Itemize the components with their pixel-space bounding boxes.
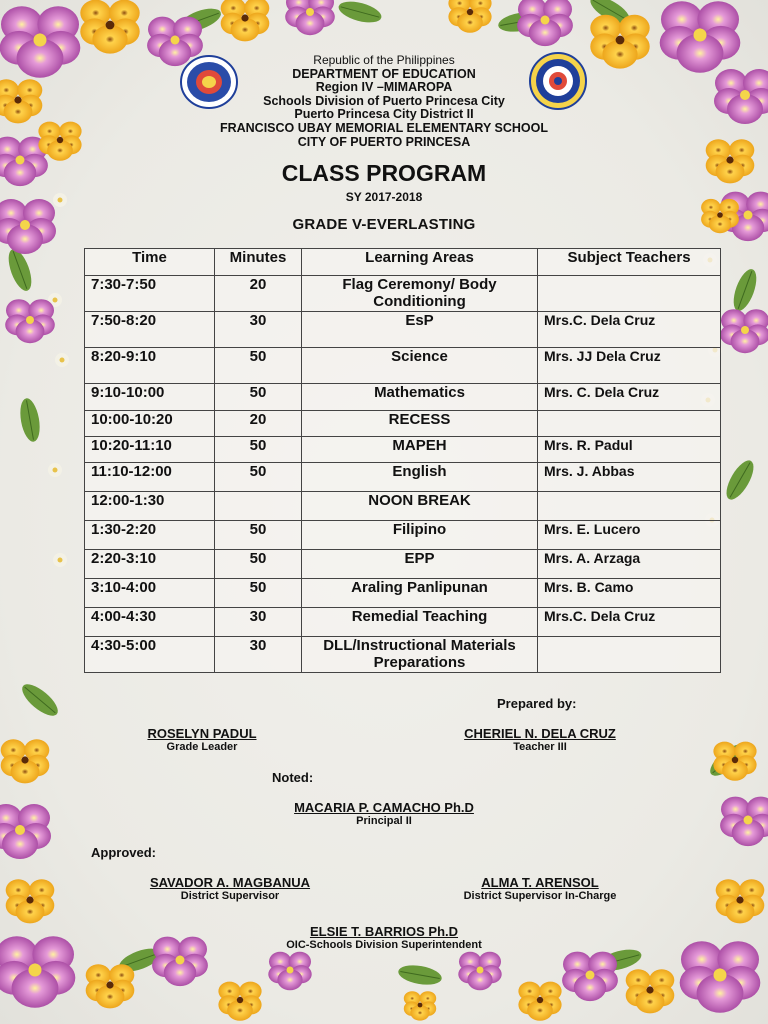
signatory-role: Principal II (356, 815, 412, 827)
table-row (85, 637, 721, 673)
signatory-name: MACARIA P. CAMACHO Ph.D (294, 800, 474, 815)
header-school: FRANCISCO UBAY MEMORIAL ELEMENTARY SCHOOL (219, 120, 549, 135)
approved-label: Approved: (91, 845, 156, 860)
cell-learning-area: Science (302, 348, 538, 384)
cell-subject-teacher (538, 637, 721, 673)
cell-time: 12:00-1:30 (85, 492, 215, 521)
table-row (85, 384, 721, 411)
cell-minutes: 50 (215, 348, 302, 384)
cell-learning-area: EPP (302, 550, 538, 579)
signatory-name: ELSIE T. BARRIOS Ph.D (309, 924, 459, 939)
cell-learning-area: DLL/Instructional Materials Preparations (302, 637, 538, 673)
cell-learning-area: NOON BREAK (302, 492, 538, 521)
header-region: Region IV –MIMAROPA (315, 80, 453, 95)
header-republic: Republic of the Philippines (313, 53, 455, 67)
cell-learning-area: Filipino (302, 521, 538, 550)
table-row (85, 579, 721, 608)
cell-learning-area: English (302, 463, 538, 492)
signatory-superintendent (254, 924, 514, 951)
cell-time: 4:30-5:00 (85, 637, 215, 673)
grade-section: GRADE V-EVERLASTING (292, 216, 476, 233)
header-city: CITY OF PUERTO PRINCESA (297, 134, 471, 149)
cell-time: 10:20-11:10 (85, 437, 215, 463)
column-header-time: Time (85, 249, 215, 276)
cell-minutes: 50 (215, 579, 302, 608)
signatory-name: SAVADOR A. MAGBANUA (149, 875, 311, 890)
table-row (85, 411, 721, 437)
signatory-name: ALMA T. ARENSOL (481, 875, 599, 890)
cell-time: 11:10-12:00 (85, 463, 215, 492)
signatory-role: Teacher III (513, 741, 567, 753)
cell-minutes: 20 (215, 411, 302, 437)
cell-learning-area: Araling Panlipunan (302, 579, 538, 608)
signatory-teacher (430, 726, 650, 753)
cell-learning-area: Mathematics (302, 384, 538, 411)
cell-minutes: 50 (215, 521, 302, 550)
signatory-role: OIC-Schools Division Superintendent (286, 939, 482, 951)
header-district: Puerto Princesa City District II (294, 107, 474, 122)
header-division: Schools Division of Puerto Princesa City (263, 93, 505, 108)
cell-subject-teacher: Mrs. R. Padul (538, 437, 721, 463)
signatory-role: District Supervisor (180, 890, 280, 902)
signatory-district-supervisor (120, 875, 340, 902)
column-header-subject-teachers: Subject Teachers (538, 249, 721, 276)
table-row (85, 550, 721, 579)
cell-time: 9:10-10:00 (85, 384, 215, 411)
signatory-role: Grade Leader (166, 741, 238, 753)
class-program-table (84, 248, 721, 673)
cell-subject-teacher (538, 492, 721, 521)
cell-minutes: 50 (215, 463, 302, 492)
document-header (0, 54, 768, 149)
cell-minutes: 30 (215, 637, 302, 673)
signatory-grade-leader (112, 726, 292, 753)
table-header-row (85, 249, 721, 276)
cell-time: 7:50-8:20 (85, 312, 215, 348)
signatory-name: CHERIEL N. DELA CRUZ (464, 726, 616, 741)
table-row (85, 348, 721, 384)
cell-minutes: 20 (215, 276, 302, 312)
cell-learning-area: Flag Ceremony/ Body Conditioning (302, 276, 538, 312)
cell-minutes: 50 (215, 437, 302, 463)
cell-minutes: 30 (215, 312, 302, 348)
cell-subject-teacher: Mrs. C. Dela Cruz (538, 384, 721, 411)
cell-learning-area: EsP (302, 312, 538, 348)
cell-subject-teacher (538, 411, 721, 437)
cell-subject-teacher: Mrs. A. Arzaga (538, 550, 721, 579)
page-title: CLASS PROGRAM (281, 160, 487, 186)
noted-label: Noted: (272, 770, 314, 785)
cell-subject-teacher: Mrs. JJ Dela Cruz (538, 348, 721, 384)
cell-time: 3:10-4:00 (85, 579, 215, 608)
table-row (85, 608, 721, 637)
cell-subject-teacher (538, 276, 721, 312)
column-header-learning-areas: Learning Areas (302, 249, 538, 276)
cell-time: 7:30-7:50 (85, 276, 215, 312)
signatory-name: ROSELYN PADUL (147, 726, 257, 741)
cell-time: 1:30-2:20 (85, 521, 215, 550)
cell-learning-area: Remedial Teaching (302, 608, 538, 637)
signatory-district-supervisor-in-charge (420, 875, 660, 902)
cell-time: 4:00-4:30 (85, 608, 215, 637)
cell-subject-teacher: Mrs. B. Camo (538, 579, 721, 608)
cell-subject-teacher: Mrs.C. Dela Cruz (538, 312, 721, 348)
signatory-principal (264, 800, 504, 827)
cell-time: 8:20-9:10 (85, 348, 215, 384)
signatory-role: District Supervisor In-Charge (463, 890, 617, 902)
cell-minutes (215, 492, 302, 521)
cell-minutes: 30 (215, 608, 302, 637)
cell-minutes: 50 (215, 550, 302, 579)
table-row (85, 437, 721, 463)
cell-time: 2:20-3:10 (85, 550, 215, 579)
school-year: SY 2017-2018 (345, 190, 423, 204)
column-header-minutes: Minutes (215, 249, 302, 276)
table-row (85, 521, 721, 550)
header-department: DEPARTMENT OF EDUCATION (292, 66, 476, 81)
cell-subject-teacher: Mrs.C. Dela Cruz (538, 608, 721, 637)
cell-learning-area: RECESS (302, 411, 538, 437)
table-row (85, 463, 721, 492)
cell-subject-teacher: Mrs. E. Lucero (538, 521, 721, 550)
table-row (85, 312, 721, 348)
cell-subject-teacher: Mrs. J. Abbas (538, 463, 721, 492)
cell-learning-area: MAPEH (302, 437, 538, 463)
prepared-by-label: Prepared by: (497, 696, 577, 711)
table-row (85, 276, 721, 312)
table-row (85, 492, 721, 521)
cell-time: 10:00-10:20 (85, 411, 215, 437)
table-body (85, 276, 721, 673)
cell-minutes: 50 (215, 384, 302, 411)
